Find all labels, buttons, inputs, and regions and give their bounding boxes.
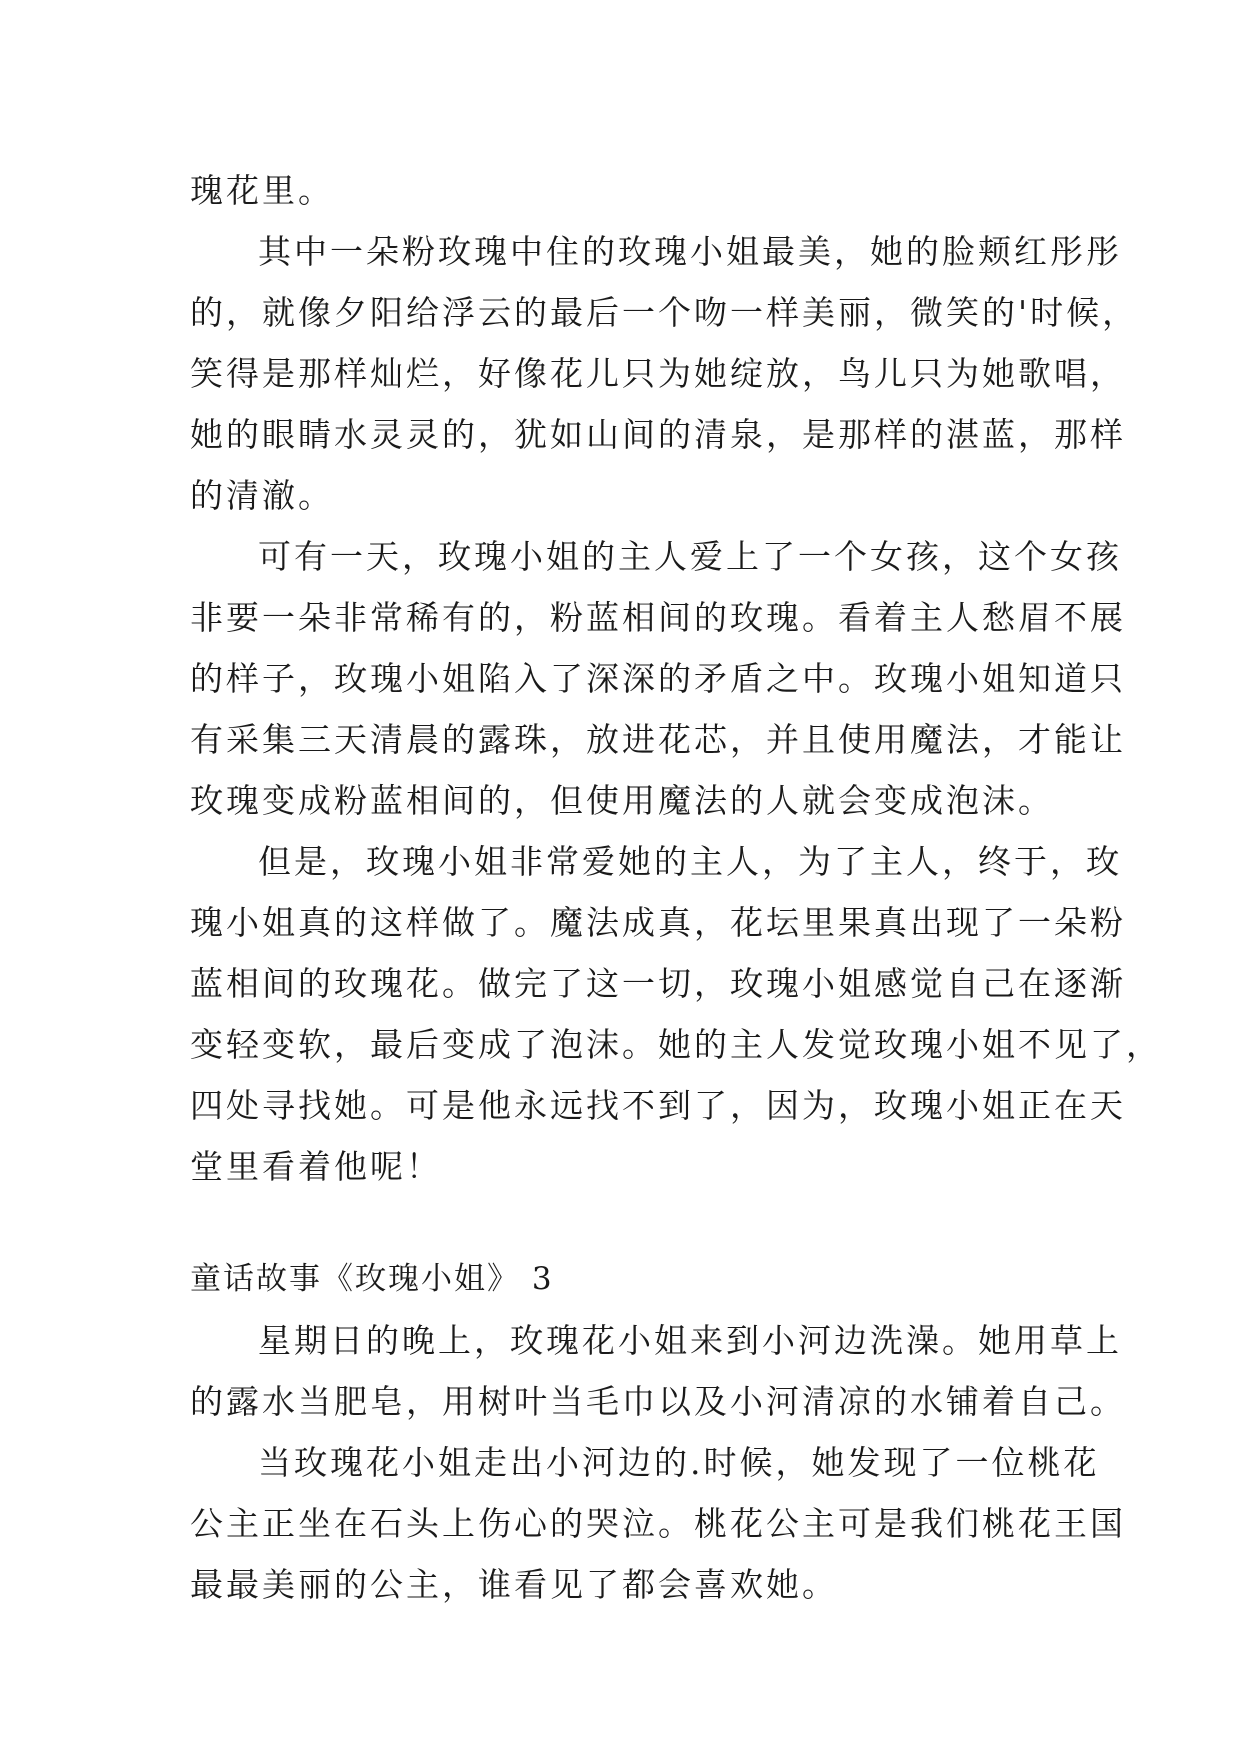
text-line: 笑得是那样灿烂，好像花儿只为她绽放，鸟儿只为她歌唱，: [190, 354, 1126, 393]
text-line: 其中一朵粉玫瑰中住的玫瑰小姐最美，她的脸颊红彤彤: [258, 232, 1122, 271]
paragraph: [190, 1310, 1126, 1432]
text-line: 蓝相间的玫瑰花。做完了这一切，玫瑰小姐感觉自己在逐渐: [190, 964, 1126, 1003]
document-page: [190, 160, 1162, 1615]
text-line: 的露水当肥皂，用树叶当毛巾以及小河清凉的水铺着自己。: [190, 1382, 1126, 1421]
text-line: 她的眼睛水灵灵的，犹如山间的清泉，是那样的湛蓝，那样: [190, 415, 1126, 454]
paragraph: [190, 221, 1139, 526]
paragraph: [190, 160, 1070, 221]
text-line: 四处寻找她。可是他永远找不到了，因为，玫瑰小姐正在天: [190, 1086, 1126, 1125]
text-line: 的样子，玫瑰小姐陷入了深深的矛盾之中。玫瑰小姐知道只: [190, 659, 1126, 698]
text-line: 最最美丽的公主，谁看见了都会喜欢她。: [190, 1565, 838, 1604]
paragraph: [190, 1432, 1126, 1615]
text-line: 的清澈。: [190, 476, 334, 515]
text-line: 但是，玫瑰小姐非常爱她的主人，为了主人，终于，玫: [258, 842, 1122, 881]
text-line: 变轻变软，最后变成了泡沫。她的主人发觉玫瑰小姐不见了，: [190, 1025, 1162, 1064]
paragraph: [190, 831, 1162, 1197]
text-line: 当玫瑰花小姐走出小河边的.时候，她发现了一位桃花: [258, 1443, 1100, 1482]
text-line: 玫瑰变成粉蓝相间的，但使用魔法的人就会变成泡沫。: [190, 781, 1054, 820]
text-line: 瑰小姐真的这样做了。魔法成真，花坛里果真出现了一朵粉: [190, 903, 1126, 942]
text-line: 有采集三天清晨的露珠，放进花芯，并且使用魔法，才能让: [190, 720, 1126, 759]
text-line: 的，就像夕阳给浮云的最后一个吻一样美丽，微笑的'时候，: [190, 293, 1139, 332]
text-line: 堂里看着他呢！: [190, 1147, 442, 1186]
paragraph: [190, 526, 1126, 831]
section-heading: 童话故事《玫瑰小姐》 3: [190, 1261, 554, 1297]
text-line: 可有一天，玫瑰小姐的主人爱上了一个女孩，这个女孩: [258, 537, 1122, 576]
text-line: 公主正坐在石头上伤心的哭泣。桃花公主可是我们桃花王国: [190, 1504, 1126, 1543]
story-part-3: [190, 1310, 1126, 1615]
text-line: 瑰花里。: [190, 171, 334, 210]
text-line: 星期日的晚上，玫瑰花小姐来到小河边洗澡。她用草上: [258, 1321, 1122, 1360]
story-part-2: [190, 160, 1162, 1197]
text-line: 非要一朵非常稀有的，粉蓝相间的玫瑰。看着主人愁眉不展: [190, 598, 1126, 637]
section-gap: [190, 1197, 1070, 1249]
